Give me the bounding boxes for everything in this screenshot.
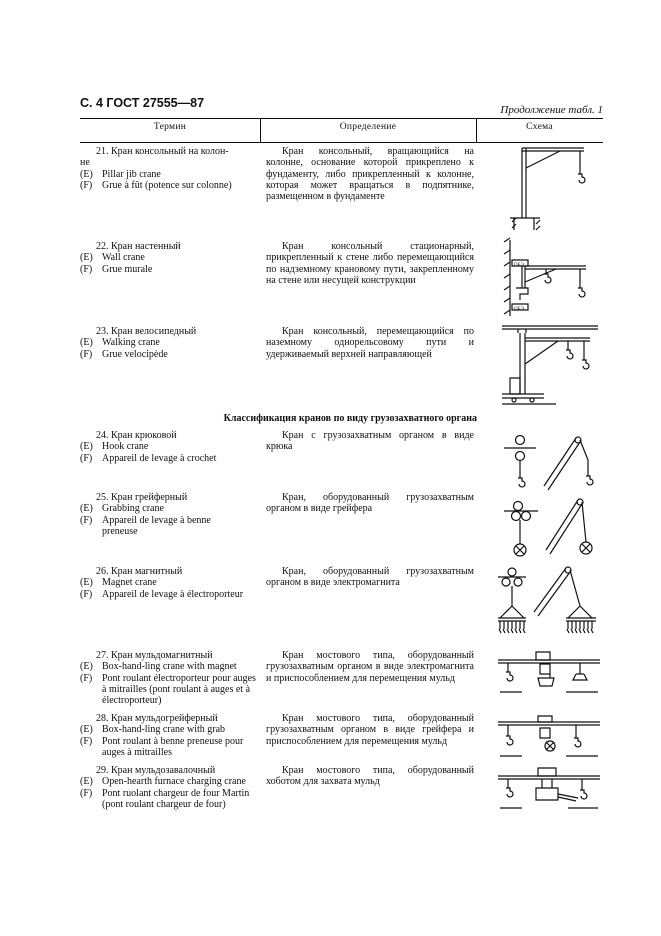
term-french: (F) Grue à fût (potence sur colonne) xyxy=(80,179,232,191)
term-cell xyxy=(80,326,260,360)
term-russian: 28. Кран мульдогрейферный xyxy=(96,713,218,724)
grabbing-crane-schema xyxy=(500,492,600,564)
term-russian: 29. Кран мульдозавалочный xyxy=(96,765,216,776)
definition-cell: Кран с грузозахватным органом в виде крюка xyxy=(266,430,474,453)
definition-cell: Кран мостового типа, оборудованный грузозахватным органом в виде грейфера и приспособлением для перемещения мульд xyxy=(266,713,474,747)
term-french: (F) Appareil de levage à électroporteur xyxy=(80,588,244,600)
box-handling-magnet-crane-schema xyxy=(496,648,602,696)
term-french: (F) Pont roulant électroporteur pour auges à mitrailles (pont roulant à auges et à électroporteur) xyxy=(80,672,256,707)
schema-label: ОБЭ xyxy=(514,263,524,268)
term-french: (F) Pont roulant à benne preneuse pour auges à mitrailles xyxy=(80,735,244,758)
magnet-crane-schema xyxy=(496,566,602,644)
definition-cell: Кран консольный, вращающийся на колонне, основание которой прикреплено к фундаменту, либо прикрепленный к колонне, которая может вращаться в подпятнике, размещенном в фундаменте xyxy=(266,146,474,203)
term-russian-cont: не xyxy=(80,157,90,169)
term-french-cont: preneuse xyxy=(102,525,138,537)
term-cell xyxy=(80,146,260,191)
wall-crane-schema xyxy=(500,236,600,320)
term-cell xyxy=(80,492,260,537)
walking-crane-schema xyxy=(498,320,602,412)
term-english: (E) Walking crane xyxy=(80,337,160,349)
column-header-term: Термин xyxy=(153,122,187,132)
term-french: (F) Appareil de levage à benne xyxy=(80,514,211,526)
schema-label: ОБЭ xyxy=(514,307,524,312)
term-french: (F) Appareil de levage à crochet xyxy=(80,452,217,464)
definition-cell: Кран мостового типа, оборудованный грузозахватным органом в виде электромагнита и приспособлением для перемещения мульд xyxy=(266,650,474,684)
term-russian: 26. Кран магнитный xyxy=(96,566,183,577)
charging-crane-schema xyxy=(496,764,602,812)
term-french: (F) Grue velocipède xyxy=(80,348,168,360)
term-russian: 25. Кран грейферный xyxy=(96,492,188,503)
term-french: (F) Grue murale xyxy=(80,263,153,275)
term-cell xyxy=(80,650,260,706)
term-russian: 27. Кран мульдомагнитный xyxy=(96,650,213,661)
term-english: (E) Box-hand-ling crane with grab xyxy=(80,724,226,736)
term-russian: 21. Кран консольный на колон- xyxy=(96,146,229,157)
definition-cell: Кран, оборудованный грузозахватным органом в виде электромагнита xyxy=(266,566,474,589)
term-cell xyxy=(80,430,260,464)
box-handling-grab-crane-schema xyxy=(496,712,602,762)
term-english: (E) Magnet crane xyxy=(80,577,157,589)
term-english: (E) Box-hand-ling crane with magnet xyxy=(80,661,237,673)
definition-cell: Кран мостового типа, оборудованный хоботом для захвата мульд xyxy=(266,765,474,788)
term-russian: 24. Кран крюковой xyxy=(96,430,177,441)
pillar-jib-crane-schema xyxy=(500,140,600,232)
term-cell xyxy=(80,713,260,758)
term-cell xyxy=(80,765,260,810)
term-english: (E) Hook crane xyxy=(80,441,149,453)
term-english: (E) Wall crane xyxy=(80,252,145,264)
term-russian: 22. Кран настенный xyxy=(96,241,181,252)
term-russian: 23. Кран велосипедный xyxy=(96,326,197,337)
term-english: (E) Grabbing crane xyxy=(80,503,164,515)
table-top-rule xyxy=(80,118,603,119)
column-header-definition: Определение xyxy=(339,122,397,132)
term-english: (E) Pillar jib crane xyxy=(80,168,161,180)
section-title: Классификация кранов по виду грузозахватного органа xyxy=(223,413,477,424)
table-continuation-note: Продолжение табл. 1 xyxy=(500,104,603,116)
term-cell xyxy=(80,241,260,275)
term-english: (E) Open-hearth furnace charging crane xyxy=(80,776,246,788)
definition-cell: Кран консольный стационарный, прикрепленный к стене либо перемещающийся по надземному крановому пути, закрепленному на стене или несущей конструкции xyxy=(266,241,474,286)
column-header-schema: Схема xyxy=(526,122,553,132)
term-cell xyxy=(80,566,260,600)
definition-cell: Кран, оборудованный грузозахватным органом в виде грейфера xyxy=(266,492,474,515)
definition-cell: Кран консольный, перемещающийся по наземному однорельсовому пути и удерживаемый верхней направляющей xyxy=(266,326,474,360)
page-header: С. 4 ГОСТ 27555—87 xyxy=(80,96,205,110)
hook-crane-schema xyxy=(500,430,600,500)
term-french: (F) Pont ruolant chargeur de four Martin (pont roulant chargeur de four) xyxy=(80,787,250,810)
